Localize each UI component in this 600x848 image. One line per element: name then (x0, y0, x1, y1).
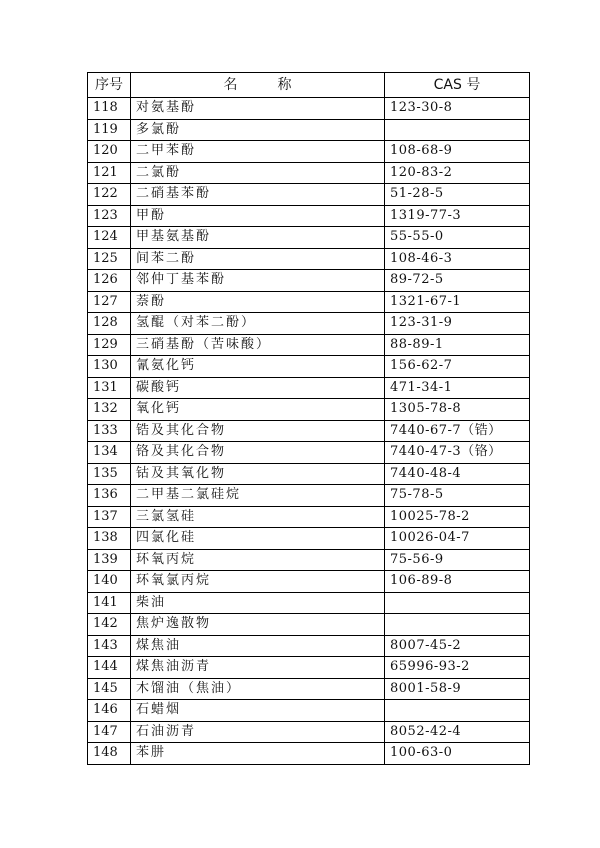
table-row (88, 506, 530, 528)
table-row (88, 399, 530, 421)
row-cas: 156-62-7 (385, 356, 530, 378)
row-index: 128 (88, 313, 131, 335)
row-index: 148 (88, 743, 131, 765)
row-cas: 7440-67-7（锆） (385, 420, 530, 442)
row-index: 130 (88, 356, 131, 378)
row-name: 多氯酚 (131, 119, 385, 141)
row-index: 139 (88, 549, 131, 571)
row-cas (385, 614, 530, 636)
row-index: 131 (88, 377, 131, 399)
row-name: 铬及其化合物 (131, 442, 385, 464)
row-index: 118 (88, 98, 131, 120)
row-name: 苯肼 (131, 743, 385, 765)
table-row (88, 248, 530, 270)
row-cas: 8007-45-2 (385, 635, 530, 657)
table-row (88, 184, 530, 206)
row-cas: 106-89-8 (385, 571, 530, 593)
row-cas: 10026-04-7 (385, 528, 530, 550)
row-cas: 120-83-2 (385, 162, 530, 184)
table-row (88, 549, 530, 571)
row-cas: 108-68-9 (385, 141, 530, 163)
table-row (88, 119, 530, 141)
row-name: 间苯二酚 (131, 248, 385, 270)
row-index: 145 (88, 678, 131, 700)
table-row (88, 270, 530, 292)
row-name: 氧化钙 (131, 399, 385, 421)
row-cas: 65996-93-2 (385, 657, 530, 679)
cas-header: CAS 号 (385, 73, 530, 98)
row-cas (385, 119, 530, 141)
row-name: 氰氨化钙 (131, 356, 385, 378)
row-cas: 75-56-9 (385, 549, 530, 571)
row-index: 142 (88, 614, 131, 636)
row-cas: 51-28-5 (385, 184, 530, 206)
row-index: 122 (88, 184, 131, 206)
row-index: 124 (88, 227, 131, 249)
table-row (88, 485, 530, 507)
row-index: 127 (88, 291, 131, 313)
row-index: 136 (88, 485, 131, 507)
row-name: 环氧丙烷 (131, 549, 385, 571)
row-index: 140 (88, 571, 131, 593)
row-index: 137 (88, 506, 131, 528)
table-row (88, 377, 530, 399)
row-index: 121 (88, 162, 131, 184)
row-name: 四氯化硅 (131, 528, 385, 550)
table-row (88, 420, 530, 442)
row-index: 133 (88, 420, 131, 442)
table-row (88, 592, 530, 614)
row-cas: 10025-78-2 (385, 506, 530, 528)
row-name: 二甲基二氯硅烷 (131, 485, 385, 507)
row-name: 二甲苯酚 (131, 141, 385, 163)
row-cas (385, 700, 530, 722)
row-cas: 88-89-1 (385, 334, 530, 356)
table-row (88, 98, 530, 120)
row-cas: 8052-42-4 (385, 721, 530, 743)
row-index: 141 (88, 592, 131, 614)
row-cas: 123-31-9 (385, 313, 530, 335)
row-name: 甲基氨基酚 (131, 227, 385, 249)
table-row (88, 657, 530, 679)
row-index: 119 (88, 119, 131, 141)
row-index: 125 (88, 248, 131, 270)
row-index: 144 (88, 657, 131, 679)
table-row (88, 313, 530, 335)
row-index: 120 (88, 141, 131, 163)
row-name: 环氧氯丙烷 (131, 571, 385, 593)
row-cas: 55-55-0 (385, 227, 530, 249)
table-row (88, 442, 530, 464)
table-row (88, 528, 530, 550)
row-index: 132 (88, 399, 131, 421)
row-cas: 471-34-1 (385, 377, 530, 399)
index-header: 序号 (88, 73, 131, 98)
table-row (88, 721, 530, 743)
row-name: 木馏油（焦油） (131, 678, 385, 700)
row-name: 三氯氢硅 (131, 506, 385, 528)
name-header: 名称 (131, 73, 385, 98)
table-row (88, 162, 530, 184)
row-name: 二氯酚 (131, 162, 385, 184)
row-cas: 75-78-5 (385, 485, 530, 507)
row-name: 柴油 (131, 592, 385, 614)
table-row (88, 614, 530, 636)
row-cas: 89-72-5 (385, 270, 530, 292)
row-name: 甲酚 (131, 205, 385, 227)
row-name: 钴及其氧化物 (131, 463, 385, 485)
row-name: 石油沥青 (131, 721, 385, 743)
row-name: 煤焦油 (131, 635, 385, 657)
table-row (88, 141, 530, 163)
row-cas: 123-30-8 (385, 98, 530, 120)
row-index: 129 (88, 334, 131, 356)
row-index: 147 (88, 721, 131, 743)
row-index: 138 (88, 528, 131, 550)
row-index: 123 (88, 205, 131, 227)
row-index: 143 (88, 635, 131, 657)
table-row (88, 356, 530, 378)
table-body (88, 98, 530, 765)
row-cas: 108-46-3 (385, 248, 530, 270)
row-index: 126 (88, 270, 131, 292)
row-name: 氢醌（对苯二酚） (131, 313, 385, 335)
table-row (88, 291, 530, 313)
row-cas (385, 592, 530, 614)
table-row (88, 205, 530, 227)
table-row (88, 678, 530, 700)
row-cas: 7440-48-4 (385, 463, 530, 485)
table-row (88, 334, 530, 356)
row-index: 146 (88, 700, 131, 722)
table-row (88, 743, 530, 765)
row-name: 三硝基酚（苦味酸） (131, 334, 385, 356)
header-row (88, 73, 530, 98)
row-cas: 100-63-0 (385, 743, 530, 765)
row-name: 石蜡烟 (131, 700, 385, 722)
chemical-table (87, 72, 530, 765)
row-name: 二硝基苯酚 (131, 184, 385, 206)
table-row (88, 463, 530, 485)
row-cas: 1321-67-1 (385, 291, 530, 313)
row-name: 邻仲丁基苯酚 (131, 270, 385, 292)
row-cas: 1319-77-3 (385, 205, 530, 227)
row-name: 碳酸钙 (131, 377, 385, 399)
row-index: 134 (88, 442, 131, 464)
row-name: 煤焦油沥青 (131, 657, 385, 679)
table-row (88, 635, 530, 657)
row-name: 萘酚 (131, 291, 385, 313)
row-name: 焦炉逸散物 (131, 614, 385, 636)
row-index: 135 (88, 463, 131, 485)
table-row (88, 700, 530, 722)
row-cas: 7440-47-3（铬） (385, 442, 530, 464)
table-header (88, 73, 530, 98)
row-name: 对氨基酚 (131, 98, 385, 120)
table-row (88, 571, 530, 593)
row-cas: 1305-78-8 (385, 399, 530, 421)
row-cas: 8001-58-9 (385, 678, 530, 700)
row-name: 锆及其化合物 (131, 420, 385, 442)
table-row (88, 227, 530, 249)
